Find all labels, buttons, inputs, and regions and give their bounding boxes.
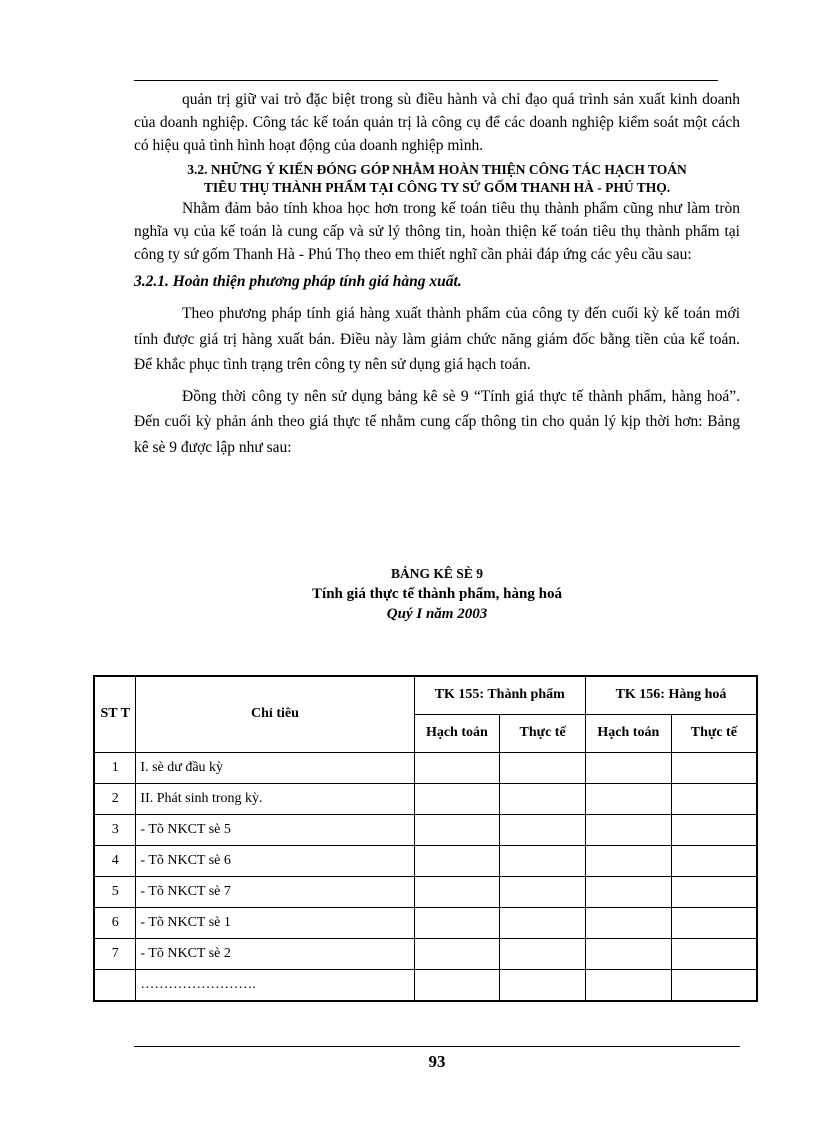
row-stt: 4 [94,845,136,876]
row-stt: 6 [94,907,136,938]
table-row [94,876,757,907]
paragraph-method: Theo phương pháp tính giá hàng xuất thành phẩm của công ty đến cuối kỳ kế toán mới tính được giá trị hàng xuất bán. Điều này làm giảm chức năng giám đốc bằng tiền của kế toán. Để khắc phục tình trạng trên công ty nên sử dụng giá hạch toán. [134,305,740,373]
table-row [94,814,757,845]
table-row [94,752,757,783]
row-stt: 1 [94,752,136,783]
footer-rule [134,1046,740,1047]
row-stt: 5 [94,876,136,907]
paragraph-intro: quản trị giữ vai trò đặc biệt trong sù điều hành và chỉ đạo quá trình sản xuất kinh doanh của doanh nghiệp. Công tác kế toán quản trị là công cụ để các doanh nghiệp kiểm soát một cách có hiệu quả tình hình hoạt động của doanh nghiệp mình. [134,91,740,154]
row-label: - Tõ NKCT sè 7 [136,876,414,907]
report-table [93,675,758,1002]
header-tk155-accounting: Hạch toán [414,714,500,752]
section-heading-line-1: 3.2. NHỮNG Ý KIẾN ĐÓNG GÓP NHẰM HOÀN THIỆN CÔNG TÁC HẠCH TOÁN [187,162,687,177]
section-heading [134,161,740,197]
row-label: II. Phát sinh trong kỳ. [136,783,414,814]
table-row [94,845,757,876]
row-label: I. sè dư đầu kỳ [136,752,414,783]
header-tk155: TK 155: Thành phẩm [414,676,585,714]
header-stt: ST T [94,676,136,752]
header-rule [134,80,718,81]
page-body [134,88,740,460]
row-label: - Tõ NKCT sè 1 [136,907,414,938]
row-stt: 2 [94,783,136,814]
table-row [94,969,757,1001]
row-stt: 3 [94,814,136,845]
table-title: BẢNG KÊ SÈ 9 [391,566,483,581]
row-label: - Tõ NKCT sè 5 [136,814,414,845]
table-period: Quý I năm 2003 [386,606,488,622]
row-stt [94,969,136,1001]
table-row [94,783,757,814]
header-tk156-actual: Thực tế [671,714,757,752]
row-stt: 7 [94,938,136,969]
section-heading-line-2: TIÊU THỤ THÀNH PHẨM TẠI CÔNG TY SỨ GỐM THANH HÀ - PHÚ THỌ. [203,180,671,195]
subsection-heading: 3.2.1. Hoàn thiện phương pháp tính giá hàng xuất. [134,273,462,290]
header-tk155-actual: Thực tế [500,714,586,752]
table-subtitle: Tính giá thực tế thành phẩm, hàng hoá [312,586,562,602]
page-number: 93 [428,1052,446,1071]
paragraph-table-intro: Đồng thời công ty nên sử dụng bảng kê sè 9 “Tính giá thực tế thành phẩm, hàng hoá”. Đến cuối kỳ phản ánh theo giá thực tế nhằm cung cấp thông tin cho quản lý kịp thời hơn: Bảng kê sè 9 được lập như sau: [134,387,740,456]
header-tk156-accounting: Hạch toán [585,714,671,752]
table-row [94,938,757,969]
paragraph-requirements: Nhằm đảm bảo tính khoa học hơn trong kế toán tiêu thụ thành phẩm cũng như làm tròn nghĩa vụ của kế toán là cung cấp và sử lý thông tin, hoàn thiện kế toán tiêu thụ thành phẩm tại công ty sứ gốm Thanh Hà - Phú Thọ theo em thiết nghĩ cần phải đáp ứng các yêu cầu sau: [134,200,740,263]
header-tk156: TK 156: Hàng hoá [585,676,757,714]
row-label: ……………………. [136,969,414,1001]
header-indicator: Chỉ tiêu [136,676,414,752]
row-label: - Tõ NKCT sè 6 [136,845,414,876]
table-row [94,907,757,938]
row-label: - Tõ NKCT sè 2 [136,938,414,969]
